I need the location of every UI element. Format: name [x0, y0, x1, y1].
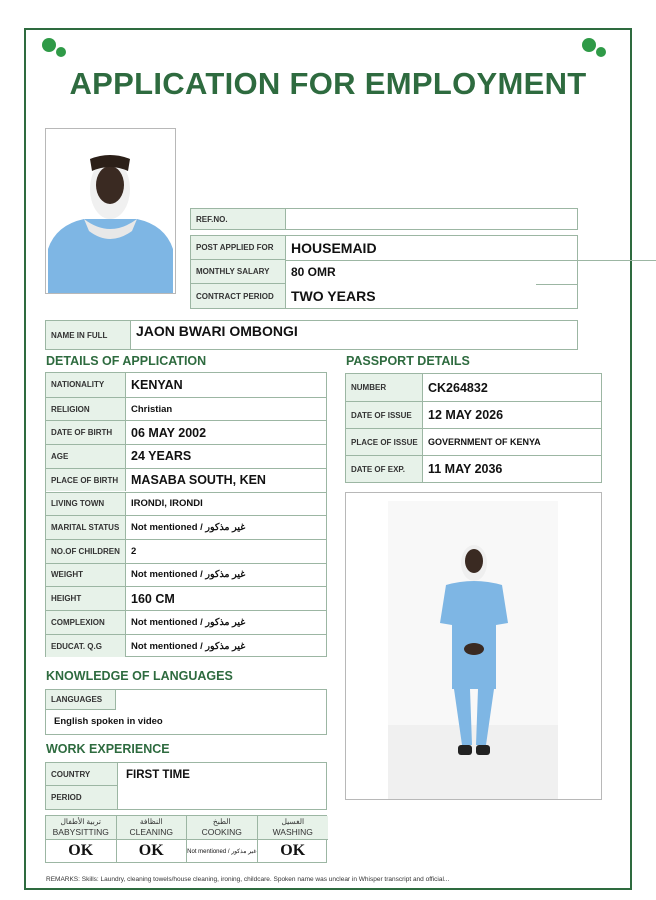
skill-label: COOKING — [201, 827, 242, 837]
passport-label: DATE OF ISSUE — [346, 402, 423, 428]
skill-label: WASHING — [272, 827, 313, 837]
passport-row — [346, 428, 601, 455]
details-value: Not mentioned / غير مذكور — [131, 569, 246, 581]
post-value: HOUSEMAID — [291, 240, 377, 256]
skill-header — [258, 816, 329, 840]
skill-arabic-label: النظافة — [139, 817, 163, 826]
details-row — [46, 610, 326, 634]
passport-value: CK264832 — [428, 380, 488, 395]
details-row — [46, 563, 326, 587]
details-row — [46, 634, 326, 658]
details-value: 06 MAY 2002 — [131, 425, 207, 440]
details-row — [46, 420, 326, 444]
languages-heading: KNOWLEDGE OF LANGUAGES — [46, 669, 233, 683]
country-label: COUNTRY — [46, 763, 118, 786]
skills-table — [45, 815, 327, 863]
languages-value: English spoken in video — [54, 715, 163, 727]
languages-label: LANGUAGES — [46, 690, 116, 710]
skill-header — [117, 816, 188, 840]
details-value: KENYAN — [131, 377, 183, 392]
period-label: PERIOD — [46, 786, 118, 809]
details-label: WEIGHT — [46, 564, 126, 587]
skill-header — [187, 816, 258, 840]
page-title: APPLICATION FOR EMPLOYMENT — [69, 66, 587, 101]
skill-arabic-label: الطبخ — [212, 817, 231, 826]
details-label: NO.OF CHILDREN — [46, 540, 126, 563]
details-value: Not mentioned / غير مذكور — [131, 616, 246, 628]
skill-arabic-label: الغسيل — [281, 817, 305, 826]
languages-block — [45, 689, 327, 735]
job-info-block — [190, 235, 578, 309]
skill-value: OK — [117, 840, 188, 862]
details-row — [46, 468, 326, 492]
work-heading: WORK EXPERIENCE — [46, 742, 170, 756]
period-value — [121, 786, 126, 809]
passport-label: DATE OF EXP. — [346, 456, 423, 482]
details-row — [46, 492, 326, 516]
details-value: Not mentioned / غير مذكور — [131, 522, 246, 534]
passport-heading: PASSPORT DETAILS — [346, 354, 470, 368]
name-row — [45, 320, 578, 350]
details-label: COMPLEXION — [46, 611, 126, 634]
details-row — [46, 444, 326, 468]
details-heading: DETAILS OF APPLICATION — [46, 354, 207, 368]
details-label: NATIONALITY — [46, 373, 126, 397]
details-label: EDUCAT. Q.G — [46, 635, 126, 658]
ref-no-value — [286, 209, 291, 229]
details-value: IRONDI, IRONDI — [131, 498, 203, 510]
skill-value: OK — [280, 842, 306, 859]
name-value: JAON BWARI OMBONGI — [136, 323, 298, 339]
salary-value: 80 OMR — [291, 265, 336, 279]
passport-row — [346, 401, 601, 428]
details-label: RELIGION — [46, 398, 126, 421]
passport-table — [345, 373, 602, 483]
skill-header — [46, 816, 117, 840]
details-value: Not mentioned / غير مذكور — [131, 640, 246, 652]
remarks: REMARKS: Skills: Laundry, cleaning towels/house cleaning, ironing, childcare. Spoken name was unclear in Whisper transcript and official... — [46, 876, 450, 883]
details-row — [46, 397, 326, 421]
details-label: DATE OF BIRTH — [46, 421, 126, 444]
skill-arabic-label: تربية الأطفال — [60, 817, 102, 826]
details-value: 160 CM — [131, 591, 175, 606]
details-table — [45, 372, 327, 657]
details-value: 2 — [131, 545, 137, 557]
portrait-photo — [45, 128, 176, 294]
contract-value: TWO YEARS — [291, 288, 376, 304]
ref-no-row — [190, 208, 578, 230]
details-label: AGE — [46, 445, 126, 468]
details-label: PLACE OF BIRTH — [46, 469, 126, 492]
contract-label: CONTRACT PERIOD — [191, 284, 286, 308]
passport-value: GOVERNMENT OF KENYA — [428, 437, 541, 447]
details-value: MASABA SOUTH, KEN — [131, 473, 266, 488]
details-value: Christian — [131, 403, 173, 415]
work-block — [45, 762, 327, 810]
details-row — [46, 539, 326, 563]
skill-label: BABYSITTING — [52, 827, 109, 837]
passport-row — [346, 455, 601, 482]
salary-label: MONTHLY SALARY — [191, 260, 286, 284]
passport-label: NUMBER — [346, 374, 423, 401]
details-row — [46, 586, 326, 610]
details-label: LIVING TOWN — [46, 493, 126, 516]
passport-row — [346, 374, 601, 401]
details-label: HEIGHT — [46, 587, 126, 610]
passport-label: PLACE OF ISSUE — [346, 429, 423, 455]
full-body-photo — [345, 492, 602, 800]
skill-label: CLEANING — [129, 827, 173, 837]
ref-no-label: REF.NO. — [191, 209, 286, 229]
details-row — [46, 373, 326, 397]
skill-value: Not mentioned / غير مذكور — [187, 840, 258, 862]
post-label: POST APPLIED FOR — [191, 236, 286, 260]
passport-value: 12 MAY 2026 — [428, 408, 504, 422]
passport-value: 11 MAY 2036 — [428, 462, 503, 476]
details-value: 24 YEARS — [131, 449, 192, 464]
skill-value: OK — [46, 840, 117, 862]
details-row — [46, 515, 326, 539]
name-label: NAME IN FULL — [46, 321, 131, 349]
details-label: MARITAL STATUS — [46, 516, 126, 539]
country-value: FIRST TIME — [126, 768, 190, 781]
